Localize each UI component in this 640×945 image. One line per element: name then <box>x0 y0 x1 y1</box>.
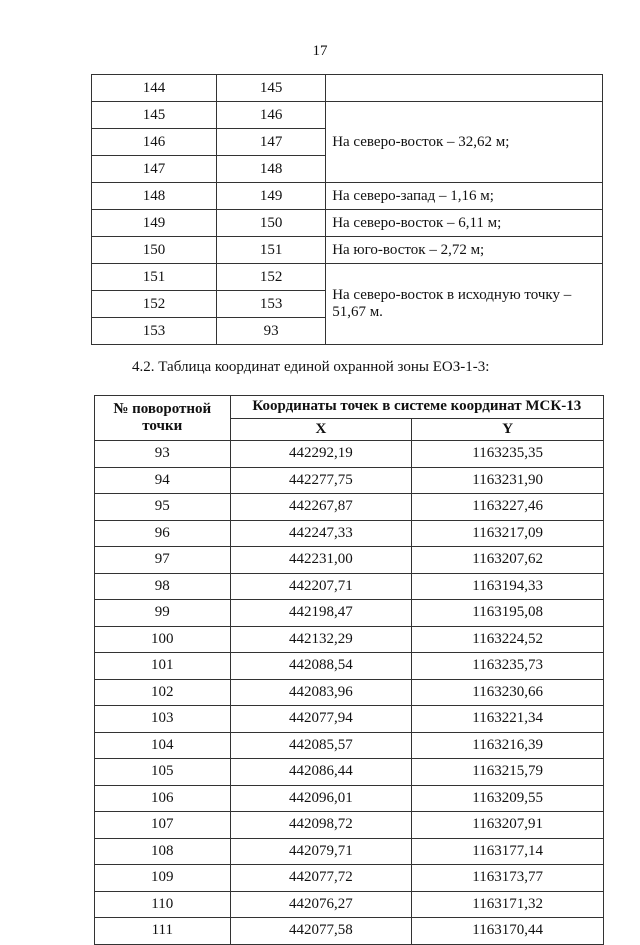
point-number-header: № поворотной точки <box>95 396 231 441</box>
x-coordinate-cell: 442077,72 <box>230 865 412 892</box>
table-row <box>95 706 604 733</box>
table-row <box>95 547 604 574</box>
table-row <box>95 467 604 494</box>
x-coordinate-cell: 442086,44 <box>230 759 412 786</box>
direction-cell: На юго-восток – 2,72 м; <box>326 237 603 264</box>
y-header: Y <box>412 418 604 441</box>
table-row <box>95 679 604 706</box>
from-point-cell: 146 <box>92 129 217 156</box>
x-coordinate-cell: 442085,57 <box>230 732 412 759</box>
table-row <box>95 626 604 653</box>
point-number-cell: 93 <box>95 441 231 468</box>
y-coordinate-cell: 1163207,62 <box>412 547 604 574</box>
table-row <box>95 812 604 839</box>
direction-cell: На северо-восток – 32,62 м; <box>326 102 603 183</box>
from-point-cell: 151 <box>92 264 217 291</box>
x-coordinate-cell: 442077,58 <box>230 918 412 945</box>
y-coordinate-cell: 1163216,39 <box>412 732 604 759</box>
y-coordinate-cell: 1163170,44 <box>412 918 604 945</box>
coordinates-table <box>94 395 604 945</box>
point-number-cell: 102 <box>95 679 231 706</box>
y-coordinate-cell: 1163230,66 <box>412 679 604 706</box>
coordinates-header: Координаты точек в системе координат МСК-13 <box>230 396 603 419</box>
x-coordinate-cell: 442231,00 <box>230 547 412 574</box>
point-number-cell: 104 <box>95 732 231 759</box>
point-number-cell: 101 <box>95 653 231 680</box>
from-point-cell: 152 <box>92 291 217 318</box>
point-number-cell: 98 <box>95 573 231 600</box>
y-coordinate-cell: 1163209,55 <box>412 785 604 812</box>
y-coordinate-cell: 1163207,91 <box>412 812 604 839</box>
x-header: X <box>230 418 412 441</box>
from-point-cell: 150 <box>92 237 217 264</box>
to-point-cell: 150 <box>216 210 325 237</box>
point-number-cell: 111 <box>95 918 231 945</box>
point-number-cell: 109 <box>95 865 231 892</box>
y-coordinate-cell: 1163171,32 <box>412 891 604 918</box>
boundary-directions-table <box>91 74 603 345</box>
x-coordinate-cell: 442267,87 <box>230 494 412 521</box>
to-point-cell: 151 <box>216 237 325 264</box>
table-row <box>95 494 604 521</box>
table-row <box>92 75 603 102</box>
y-coordinate-cell: 1163235,73 <box>412 653 604 680</box>
point-number-cell: 105 <box>95 759 231 786</box>
to-point-cell: 145 <box>216 75 325 102</box>
point-number-cell: 94 <box>95 467 231 494</box>
direction-cell: На северо-запад – 1,16 м; <box>326 183 603 210</box>
table-row <box>95 865 604 892</box>
table-row <box>95 732 604 759</box>
x-coordinate-cell: 442096,01 <box>230 785 412 812</box>
y-coordinate-cell: 1163177,14 <box>412 838 604 865</box>
x-coordinate-cell: 442132,29 <box>230 626 412 653</box>
table-row <box>92 183 603 210</box>
x-coordinate-cell: 442088,54 <box>230 653 412 680</box>
x-coordinate-cell: 442083,96 <box>230 679 412 706</box>
from-point-cell: 149 <box>92 210 217 237</box>
y-coordinate-cell: 1163231,90 <box>412 467 604 494</box>
point-number-cell: 106 <box>95 785 231 812</box>
point-number-cell: 96 <box>95 520 231 547</box>
direction-cell: На северо-восток в исходную точку – 51,67 м. <box>326 264 603 345</box>
y-coordinate-cell: 1163224,52 <box>412 626 604 653</box>
table-row <box>95 891 604 918</box>
x-coordinate-cell: 442198,47 <box>230 600 412 627</box>
table-row <box>95 441 604 468</box>
table-row <box>95 759 604 786</box>
from-point-cell: 144 <box>92 75 217 102</box>
to-point-cell: 149 <box>216 183 325 210</box>
section-title: 4.2. Таблица координат единой охранной зоны ЕОЗ-1-3: <box>132 359 490 375</box>
x-coordinate-cell: 442077,94 <box>230 706 412 733</box>
y-coordinate-cell: 1163235,35 <box>412 441 604 468</box>
y-coordinate-cell: 1163215,79 <box>412 759 604 786</box>
x-coordinate-cell: 442076,27 <box>230 891 412 918</box>
from-point-cell: 147 <box>92 156 217 183</box>
to-point-cell: 152 <box>216 264 325 291</box>
from-point-cell: 153 <box>92 318 217 345</box>
point-number-cell: 110 <box>95 891 231 918</box>
from-point-cell: 145 <box>92 102 217 129</box>
y-coordinate-cell: 1163195,08 <box>412 600 604 627</box>
to-point-cell: 153 <box>216 291 325 318</box>
y-coordinate-cell: 1163227,46 <box>412 494 604 521</box>
to-point-cell: 147 <box>216 129 325 156</box>
to-point-cell: 93 <box>216 318 325 345</box>
y-coordinate-cell: 1163217,09 <box>412 520 604 547</box>
header-row <box>95 396 604 419</box>
table-row <box>92 264 603 291</box>
direction-cell <box>326 75 603 102</box>
table-row <box>95 838 604 865</box>
point-number-cell: 108 <box>95 838 231 865</box>
to-point-cell: 146 <box>216 102 325 129</box>
y-coordinate-cell: 1163194,33 <box>412 573 604 600</box>
point-number-cell: 99 <box>95 600 231 627</box>
x-coordinate-cell: 442277,75 <box>230 467 412 494</box>
x-coordinate-cell: 442292,19 <box>230 441 412 468</box>
table-row <box>95 785 604 812</box>
table-row <box>92 237 603 264</box>
x-coordinate-cell: 442098,72 <box>230 812 412 839</box>
table-row <box>95 918 604 945</box>
table-row <box>92 102 603 129</box>
point-number-cell: 97 <box>95 547 231 574</box>
table-row <box>95 520 604 547</box>
point-number-cell: 107 <box>95 812 231 839</box>
direction-cell: На северо-восток – 6,11 м; <box>326 210 603 237</box>
table-row <box>95 600 604 627</box>
to-point-cell: 148 <box>216 156 325 183</box>
table-row <box>95 573 604 600</box>
table-row <box>92 210 603 237</box>
point-number-cell: 100 <box>95 626 231 653</box>
point-number-cell: 95 <box>95 494 231 521</box>
table-row <box>95 653 604 680</box>
y-coordinate-cell: 1163221,34 <box>412 706 604 733</box>
page-number: 17 <box>312 43 328 59</box>
x-coordinate-cell: 442079,71 <box>230 838 412 865</box>
y-coordinate-cell: 1163173,77 <box>412 865 604 892</box>
x-coordinate-cell: 442247,33 <box>230 520 412 547</box>
point-number-cell: 103 <box>95 706 231 733</box>
x-coordinate-cell: 442207,71 <box>230 573 412 600</box>
from-point-cell: 148 <box>92 183 217 210</box>
